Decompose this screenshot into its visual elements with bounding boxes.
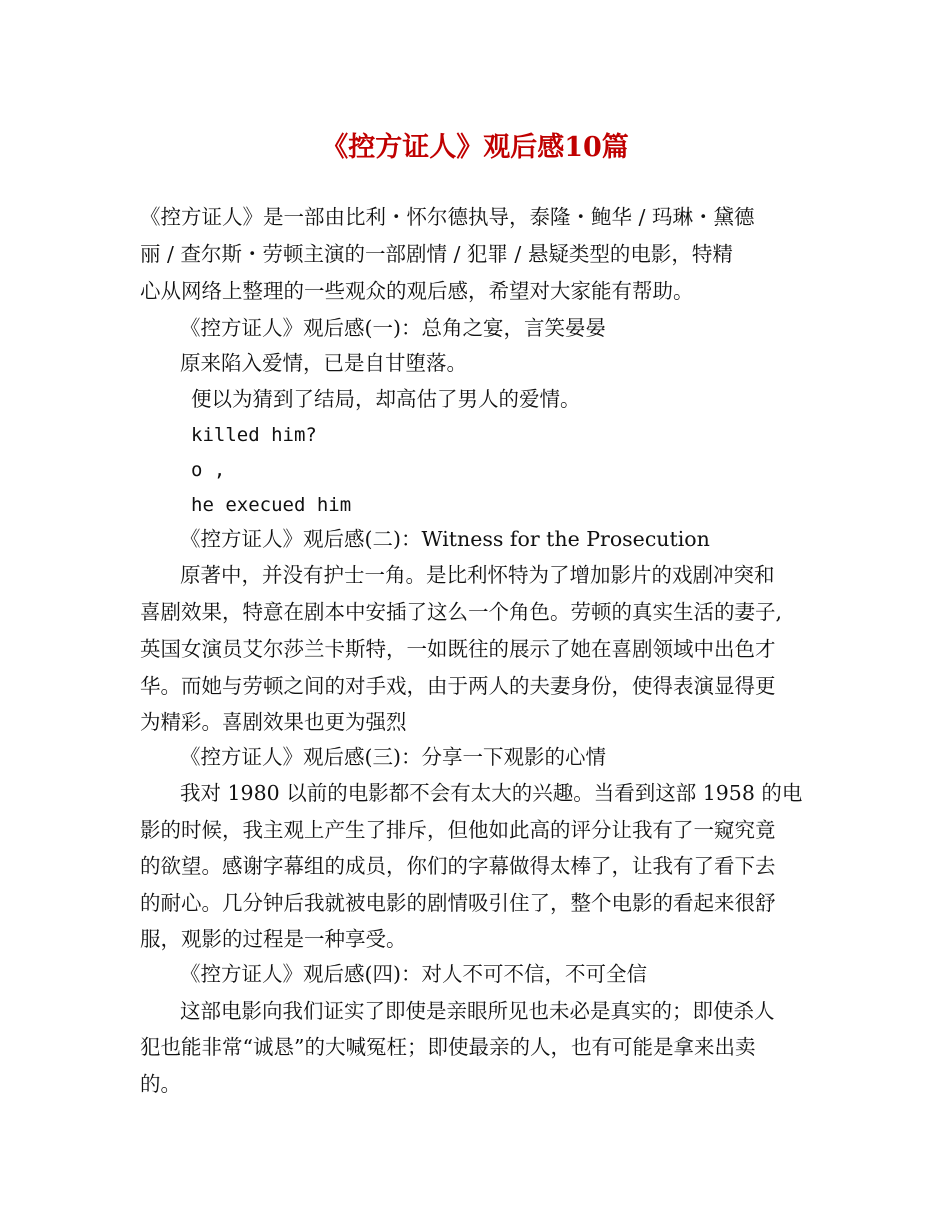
review3-line-4: 的耐心。几分钟后我就被电影的剧情吸引住了，整个电影的看起来很舒	[140, 891, 776, 915]
review1-line-2: 便以为猜到了结局，却高估了男人的爱情。	[191, 387, 581, 411]
review2-line-4: 华。而她与劳顿之间的对手戏，由于两人的夫妻身份，使得表演显得更	[140, 674, 776, 698]
review4-line-1: 这部电影向我们证实了即使是亲眼所见也未必是真实的；即使杀人	[180, 999, 775, 1023]
review2-line-5: 为精彩。喜剧效果也更为强烈	[140, 710, 407, 734]
review2-line-1: 原著中，并没有护士一角。是比利怀特为了增加影片的戏剧冲突和	[180, 563, 775, 587]
page-title: 《控方证人》观后感10篇	[321, 132, 629, 163]
review1-line-3: killed him?	[191, 424, 317, 446]
review1-line-5: he execued him	[191, 494, 352, 516]
review1-line-1: 原来陷入爱情，已是自甘堕落。	[180, 351, 467, 375]
intro-line-1: 《控方证人》是一部由比利・怀尔德执导，泰隆・鲍华 / 玛琳・黛德	[140, 205, 755, 229]
review3-line-2: 影的时候，我主观上产生了排斥，但他如此高的评分让我有了一窥究竟	[140, 818, 776, 842]
review2-heading: 《控方证人》观后感(二)：Witness for the Prosecution	[180, 527, 710, 551]
review4-heading: 《控方证人》观后感(四)：对人不可不信，不可全信	[180, 962, 647, 986]
review2-line-2: 喜剧效果，特意在剧本中安插了这么一个角色。劳顿的真实生活的妻子,	[140, 600, 783, 624]
review1-heading: 《控方证人》观后感(一)：总角之宴，言笑晏晏	[180, 316, 606, 340]
review4-line-2: 犯也能非常“诚恳”的大喊冤枉；即使最亲的人，也有可能是拿来出卖	[140, 1035, 756, 1059]
intro-line-3: 心从网络上整理的一些观众的观后感，希望对大家能有帮助。	[140, 279, 694, 303]
review3-line-5: 服，观影的过程是一种享受。	[140, 927, 407, 951]
review3-line-1: 我对 1980 以前的电影都不会有太大的兴趣。当看到这部 1958 的电	[180, 781, 803, 805]
review2-line-3: 英国女演员艾尔莎兰卡斯特，一如既往的展示了她在喜剧领域中出色才	[140, 637, 776, 661]
review3-line-3: 的欲望。感谢字幕组的成员，你们的字幕做得太棒了，让我有了看下去	[140, 854, 776, 878]
review1-line-4: o ,	[191, 459, 226, 481]
review3-heading: 《控方证人》观后感(三)：分享一下观影的心情	[180, 745, 606, 769]
intro-line-2: 丽 / 查尔斯・劳顿主演的一部剧情 / 犯罪 / 悬疑类型的电影，特精	[140, 242, 733, 266]
review4-line-3: 的。	[140, 1072, 181, 1096]
